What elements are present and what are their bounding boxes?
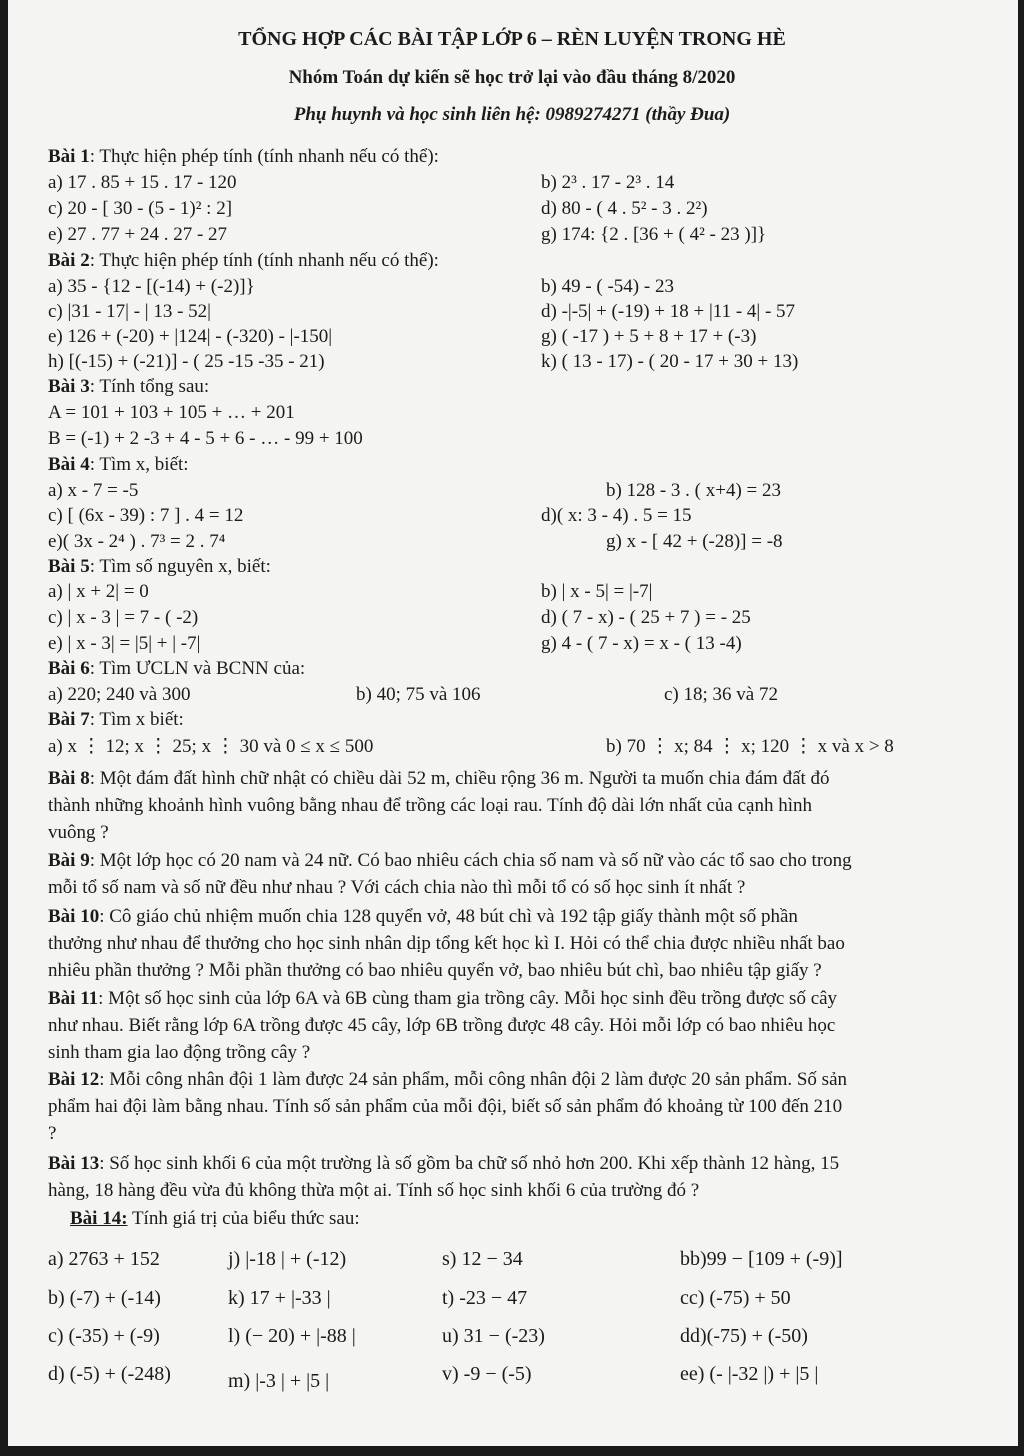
exercise-text-line: : Số học sinh khối 6 của một trường là số gồm ba chữ số nhỏ hơn 200. Khi xếp thành 12 hàng, 15 [99,1153,840,1174]
exercise-instruction: : Tìm x biết: [89,709,184,730]
exercise-item: a) 17 . 85 + 15 . 17 - 120 [48,172,237,193]
exercise-item: a) 2763 + 152 [48,1248,160,1270]
exercise-item: e)( 3x - 2⁴ ) . 7³ = 2 . 7⁴ [48,531,226,552]
worksheet-subtitle: Nhóm Toán dự kiến sẽ học trở lại vào đầu tháng 8/2020 [288,67,736,88]
exercise-item: h) [(-15) + (-21)] - ( 25 -15 -35 - 21) [48,351,325,372]
exercise-text-line: thưởng như nhau để thưởng cho học sinh nhân dịp tổng kết học kì I. Hỏi có thể chia được nhiều nhất bao [48,933,845,954]
exercise-instruction: : Tìm số nguyên x, biết: [89,556,271,577]
exercise-text-line: hàng, 18 hàng đều vừa đủ không thừa một ai. Tính số học sinh khối 6 của trường đó ? [48,1180,700,1201]
exercise-instruction: : Thực hiện phép tính (tính nhanh nếu có thể): [89,146,439,167]
exercise-label: Bài 11 [48,988,99,1009]
exercise-item: g) 4 - ( 7 - x) = x - ( 13 -4) [541,633,742,654]
exercise-item: l) (− 20) + |-88 | [228,1325,356,1347]
exercise-item: b) | x - 5| = |-7| [541,581,653,602]
exercise-instruction: Tính giá trị của biểu thức sau: [127,1208,360,1229]
exercise-text-line: : Mỗi công nhân đội 1 làm được 24 sản phẩm, mỗi công nhân đội 2 làm được 20 sản phẩm. Số sản [99,1069,848,1090]
exercise-5-heading [48,556,271,578]
exercise-item: a) 220; 240 và 300 [48,684,191,705]
exercise-text-line: như nhau. Biết rằng lớp 6A trồng được 45 cây, lớp 6B trồng được 48 cây. Hỏi mỗi lớp có bao nhiêu học [48,1015,836,1036]
exercise-text-line: : Cô giáo chủ nhiệm muốn chia 128 quyển vở, 48 bút chì và 192 tập giấy thành một số phần [99,906,798,927]
exercise-label: Bài 4 [48,454,90,475]
exercise-item: b) 128 - 3 . ( x+4) = 23 [606,480,781,501]
exercise-item: g) x - [ 42 + (-28)] = -8 [606,531,783,552]
contact-line: Phụ huynh và học sinh liên hệ: 0989274271 (thầy Đua) [293,104,731,125]
exercise-1-heading [48,146,439,168]
exercise-item: c) 18; 36 và 72 [664,684,778,705]
exercise-text-line: phẩm hai đội làm bằng nhau. Tính số sản phẩm của mỗi đội, biết số sản phẩm đó khoảng từ 100 đến 210 [48,1096,843,1117]
exercise-label: Bài 9 [48,850,90,871]
exercise-item: j) |-18 | + (-12) [228,1248,347,1270]
exercise-item: g) ( -17 ) + 5 + 8 + 17 + (-3) [541,326,757,347]
exercise-7-heading [48,709,184,731]
worksheet-title: TỔNG HỢP CÁC BÀI TẬP LỚP 6 – RÈN LUYỆN TRONG HÈ [238,28,786,50]
exercise-item: A = 101 + 103 + 105 + … + 201 [48,402,295,423]
exercise-8 [48,765,996,846]
exercise-item: bb)99 − [109 + (-9)] [680,1248,843,1270]
exercise-item: a) | x + 2| = 0 [48,581,149,602]
exercise-item: u) 31 − (-23) [442,1325,545,1347]
exercise-instruction: : Tính tổng sau: [89,376,210,397]
exercise-text-line: mỗi tổ số nam và số nữ đều như nhau ? Với cách chia nào thì mỗi tổ có số học sinh ít nhất ? [48,877,746,898]
exercise-item: ee) (- |-32 |) + |5 | [680,1363,819,1385]
exercise-item: a) x ⋮ 12; x ⋮ 25; x ⋮ 30 và 0 ≤ x ≤ 500 [48,736,374,757]
exercise-label: Bài 3 [48,376,90,397]
exercise-text-line: : Một lớp học có 20 nam và 24 nữ. Có bao nhiêu cách chia số nam và số nữ vào các tổ sao cho trong [89,850,852,871]
exercise-9 [48,847,996,901]
exercise-item: B = (-1) + 2 -3 + 4 - 5 + 6 - … - 99 + 100 [48,428,363,449]
exercise-instruction: : Tìm x, biết: [89,454,189,475]
exercise-item: b) 40; 75 và 106 [356,684,481,705]
exercise-item: d) 80 - ( 4 . 5² - 3 . 2²) [541,198,708,219]
exercise-item: a) 35 - {12 - [(-14) + (-2)]} [48,276,255,297]
exercise-item: d) ( 7 - x) - ( 25 + 7 ) = - 25 [541,607,751,628]
exercise-12 [48,1066,996,1147]
exercise-2-heading [48,250,439,272]
exercise-item: d) -|-5| + (-19) + 18 + |11 - 4| - 57 [541,301,796,322]
exercise-item: c) [ (6x - 39) : 7 ] . 4 = 12 [48,505,244,526]
exercise-text-line: nhiêu phần thưởng ? Mỗi phần thưởng có bao nhiêu quyển vở, bao nhiêu bút chì, bao nhiêu tập giấy ? [48,960,822,981]
exercise-text-line: vuông ? [48,822,109,843]
exercise-label: Bài 5 [48,556,90,577]
exercise-item: c) (-35) + (-9) [48,1325,160,1347]
exercise-3-heading [48,376,209,398]
exercise-item: c) | x - 3 | = 7 - ( -2) [48,607,199,628]
exercise-instruction: : Thực hiện phép tính (tính nhanh nếu có thể): [89,250,439,271]
exercise-label: Bài 13 [48,1153,100,1174]
exercise-item: cc) (-75) + 50 [680,1287,791,1309]
exercise-item: b) (-7) + (-14) [48,1287,161,1309]
exercise-item: dd)(-75) + (-50) [680,1325,808,1347]
exercise-item: c) 20 - [ 30 - (5 - 1)² : 2] [48,198,233,219]
exercise-label: Bài 14: [70,1208,128,1229]
exercise-item: k) ( 13 - 17) - ( 20 - 17 + 30 + 13) [541,351,799,372]
exercise-label: Bài 12 [48,1069,100,1090]
exercise-text-line: : Một đám đất hình chữ nhật có chiều dài 52 m, chiều rộng 36 m. Người ta muốn chia đám đất đó [89,768,830,789]
exercise-text-line: thành những khoảnh hình vuông bằng nhau để trồng các loại rau. Tính độ dài lớn nhất của cạnh hình [48,795,812,816]
exercise-text-line: sinh tham gia lao động trồng cây ? [48,1042,311,1063]
exercise-item: c) |31 - 17| - | 13 - 52| [48,301,211,322]
exercise-item: a) x - 7 = -5 [48,480,139,501]
exercise-item: k) 17 + |-33 | [228,1287,331,1309]
exercise-item: b) 70 ⋮ x; 84 ⋮ x; 120 ⋮ x và x > 8 [606,736,894,757]
exercise-item: e) 27 . 77 + 24 . 27 - 27 [48,224,228,245]
exercise-label: Bài 7 [48,709,90,730]
exercise-item: m) |-3 | + |5 | [228,1370,330,1392]
exercise-instruction: : Tìm ƯCLN và BCNN của: [89,658,306,679]
exercise-14-heading [70,1208,360,1230]
exercise-4-heading [48,454,189,476]
exercise-text-line: ? [48,1123,57,1144]
exercise-item: s) 12 − 34 [442,1248,523,1270]
exercise-item: b) 49 - ( -54) - 23 [541,276,674,297]
exercise-item: d)( x: 3 - 4) . 5 = 15 [541,505,692,526]
exercise-6-heading [48,658,305,680]
exercise-11 [48,985,996,1066]
exercise-text-line: : Một số học sinh của lớp 6A và 6B cùng tham gia trồng cây. Mỗi học sinh đều trồng được số cây [98,988,838,1009]
exercise-item: e) 126 + (-20) + |124| - (-320) - |-150| [48,326,333,347]
exercise-label: Bài 8 [48,768,90,789]
exercise-item: t) -23 − 47 [442,1287,528,1309]
exercise-label: Bài 6 [48,658,90,679]
exercise-item: v) -9 − (-5) [442,1363,532,1385]
exercise-item: b) 2³ . 17 - 2³ . 14 [541,172,675,193]
exercise-item: g) 174: {2 . [36 + ( 4² - 23 )]} [541,224,767,245]
exercise-13 [48,1150,996,1204]
exercise-label: Bài 2 [48,250,90,271]
exercise-item: d) (-5) + (-248) [48,1363,171,1385]
exercise-10 [48,903,996,984]
exercise-label: Bài 1 [48,146,90,167]
exercise-label: Bài 10 [48,906,100,927]
exercise-item: e) | x - 3| = |5| + | -7| [48,633,201,654]
